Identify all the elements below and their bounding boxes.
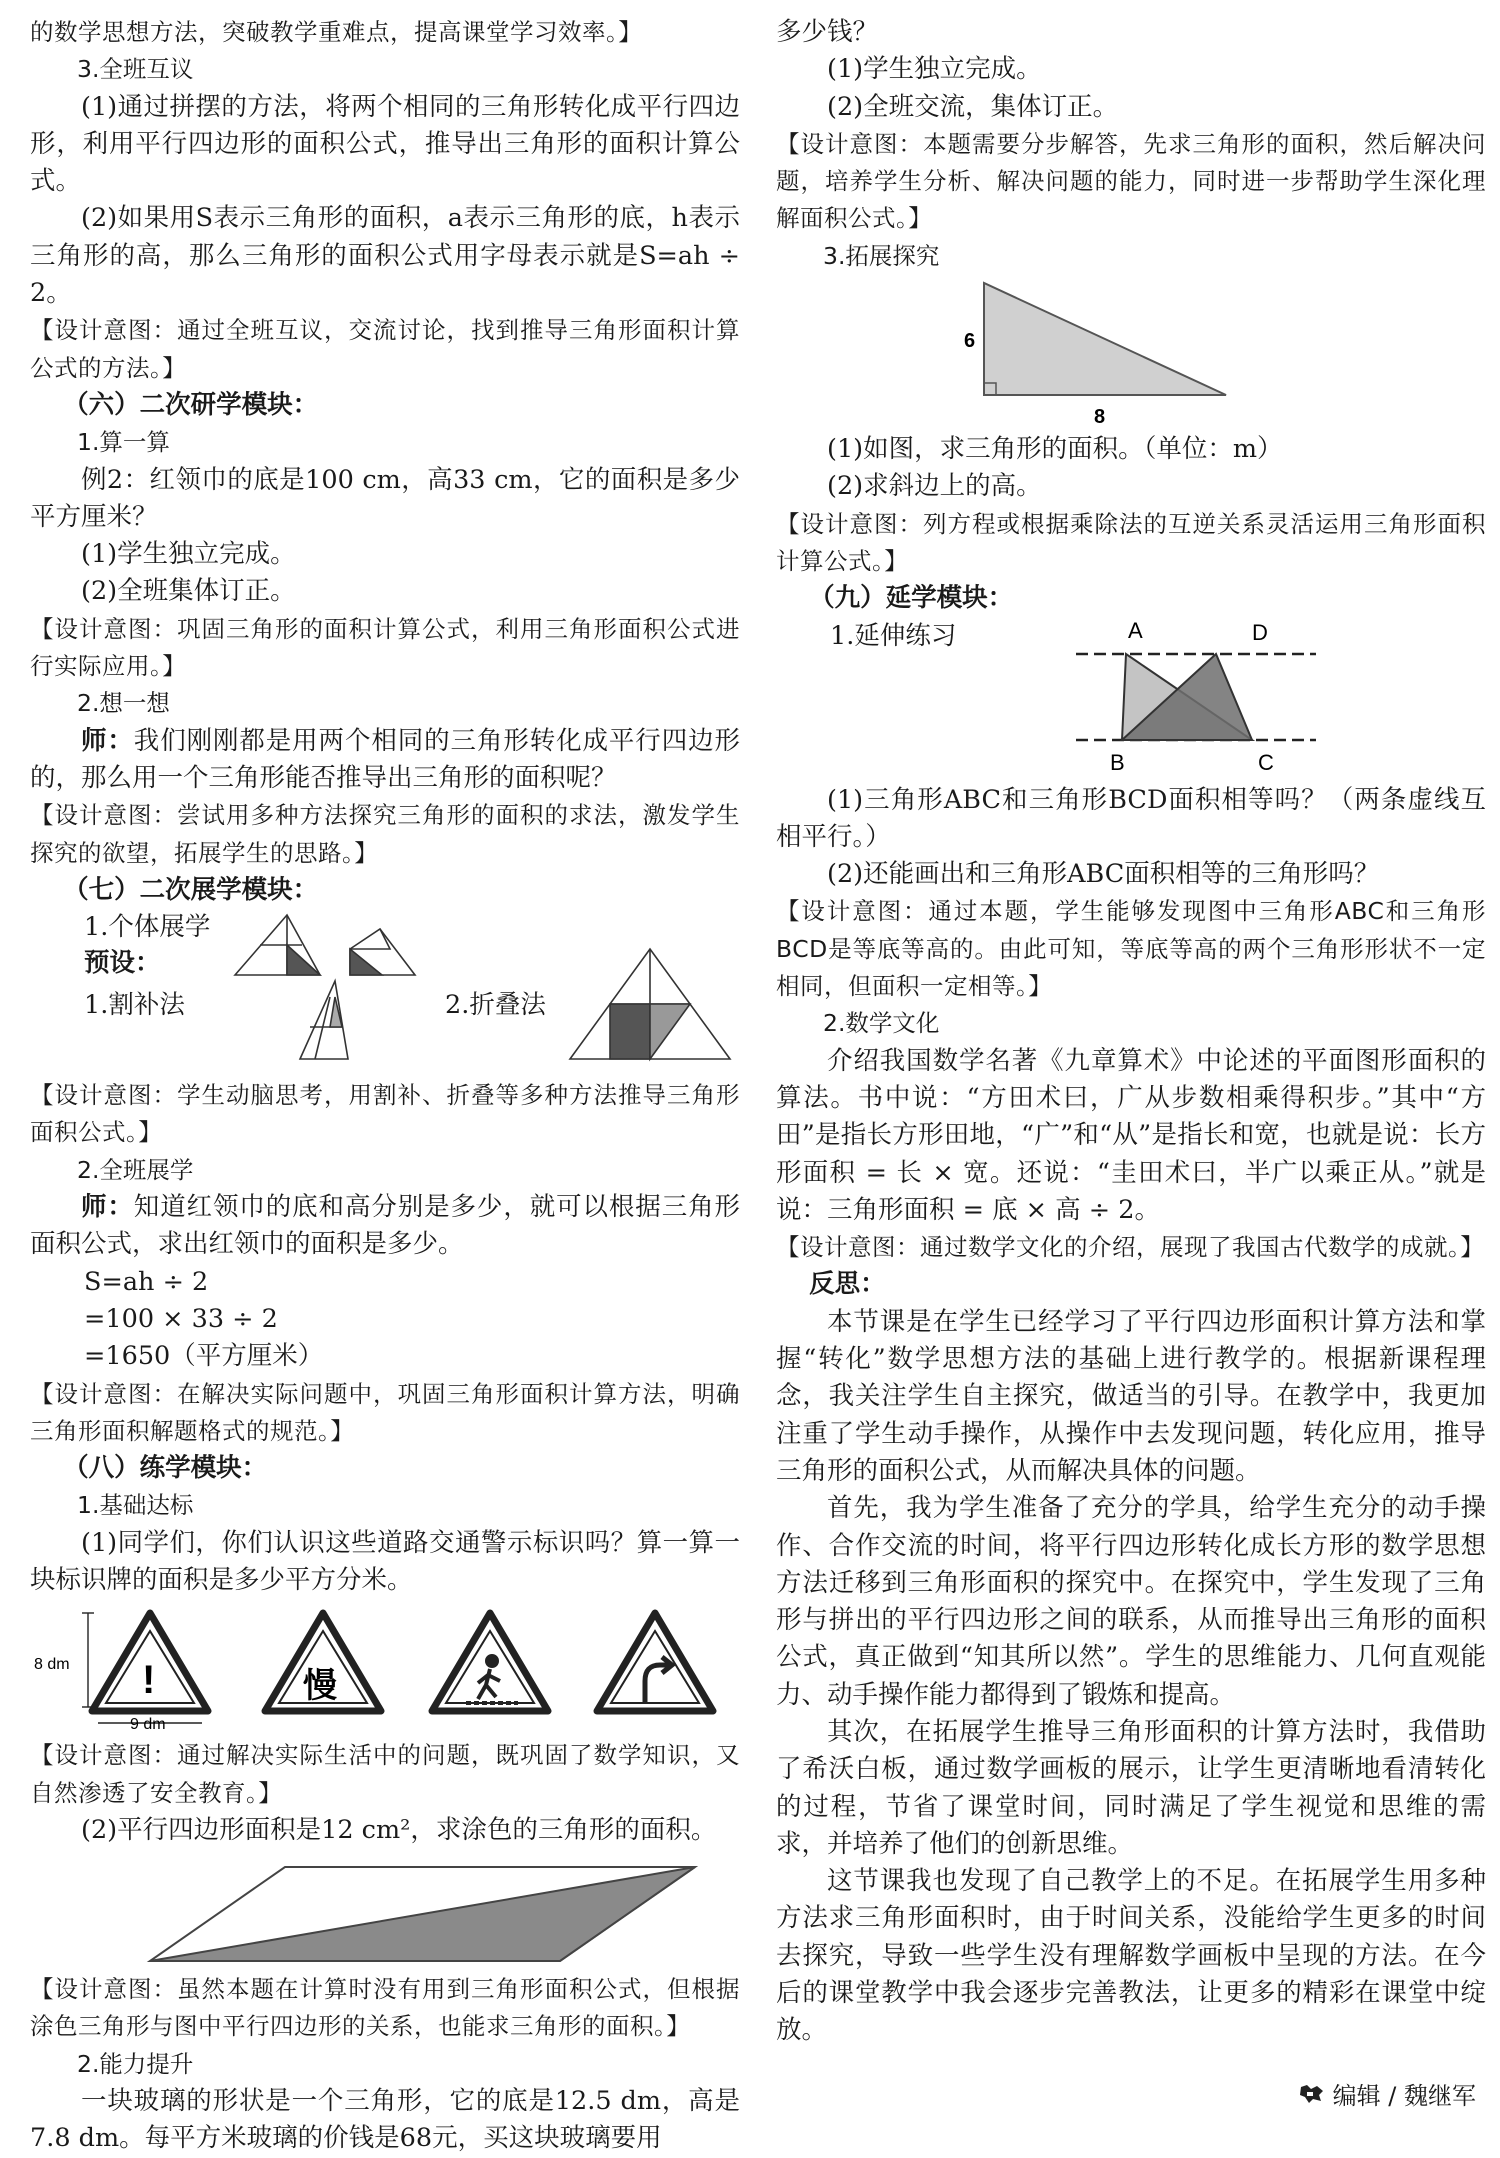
design-note: 【设计意图：通过本题，学生能够发现图中三角形ABC和三角形BCD是等底等高的。由此可知，等底等高的两个三角形形状不一定相同，但面积一定相等。】 <box>776 897 1486 1001</box>
paragraph: (1)学生独立完成。 <box>81 539 296 570</box>
label-B: B <box>1110 749 1125 775</box>
paragraph: (1)学生独立完成。 <box>827 54 1042 85</box>
design-note: 【设计意图：通过解决实际生活中的问题，既巩固了数学知识，又自然渗透了安全教育。】 <box>30 1741 740 1807</box>
fig-right-triangle <box>776 275 1486 431</box>
speaker-label: 师： <box>81 725 134 756</box>
paragraph: (2)平行四边形面积是12 cm²，求涂色的三角形的面积。 <box>81 1814 717 1845</box>
design-note: 【设计意图：尝试用多种方法探究三角形的面积的求法，激发学生探究的欲望，拓展学生的思路。】 <box>30 801 740 867</box>
editor-icon <box>1299 2083 1325 2105</box>
fig7-label3: 1.割补法 <box>84 990 185 1021</box>
abcd-svg <box>776 618 1486 782</box>
subheading: 1.算一算 <box>77 428 170 457</box>
paragraph: 这节课我也发现了自己教学上的不足。在拓展学生用多种方法求三角形面积时，由于时间关系，没能给学生更多的时间去探究，导致一些学生没有理解数学画板中呈现的方法。在今后的课堂教学中我会逐步完善教法，让更多的精彩在课堂中绽放。 <box>776 1866 1486 2046</box>
equation: S=ah ÷ 2 <box>84 1266 209 1297</box>
traffic-signs-svg <box>30 1599 740 1737</box>
paragraph: (1)如图，求三角形的面积。（单位：m） <box>827 434 1283 465</box>
paragraph <box>30 723 740 798</box>
sign-width-label: 9 dm <box>130 1716 166 1734</box>
fig7-label2: 预设： <box>84 948 161 979</box>
paragraph: (2)如果用S表示三角形的面积，a表示三角形的底，h表示三角形的高，那么三角形的面积公式用字母表示就是S=ah ÷ 2。 <box>30 203 740 309</box>
paragraph: 多少钱？ <box>776 17 879 47</box>
design-note: 【设计意图：列方程或根据乘除法的互逆关系灵活运用三角形面积计算公式。】 <box>776 509 1486 575</box>
label-C: C <box>1258 749 1274 775</box>
fig-traffic-signs <box>30 1599 740 1737</box>
equation: =100 × 33 ÷ 2 <box>84 1303 278 1334</box>
design-note: 【设计意图：本题需要分步解答，先求三角形的面积，然后解决问题，培养学生分析、解决问题的能力，同时进一步帮助学生深化理解面积公式。】 <box>776 129 1486 233</box>
section-heading: （六）二次研学模块： <box>63 389 319 420</box>
abcd-label: 1.延伸练习 <box>830 620 957 651</box>
section-heading: （七）二次展学模块： <box>63 874 319 905</box>
paragraph: 其次，在拓展学生推导三角形面积的计算方法时，我借助了希沃白板，通过数学画板的展示，让学生更清晰地看清转化的过程，节省了课堂时间，同时满足了学生视觉和思维的需求，并培养了他们的创新思维。 <box>776 1716 1486 1859</box>
design-note: 【设计意图：巩固三角形的面积计算公式，利用三角形面积公式进行实际应用。】 <box>30 614 740 681</box>
subheading: 1.基础达标 <box>77 1491 194 1520</box>
paragraph <box>30 1189 740 1264</box>
section-heading: （九）延学模块： <box>809 583 1014 614</box>
subheading: 3.全班互议 <box>77 55 194 84</box>
subheading: 2.能力提升 <box>77 2049 194 2078</box>
speaker-label: 师： <box>81 1192 134 1223</box>
design-note: 【设计意图：通过全班互议，交流讨论，找到推导三角形面积计算公式的方法。】 <box>30 316 740 382</box>
paragraph: 例2：红领巾的底是100 cm，高33 cm，它的面积是多少平方厘米？ <box>30 464 740 532</box>
editor-name: 编辑 / 魏继军 <box>1332 2082 1476 2110</box>
section-heading: （八）练学模块： <box>63 1453 268 1484</box>
paragraph: 首先，我为学生准备了充分的学具，给学生充分的动手操作、合作交流的时间，将平行四边形转化成长方形的数学思想方法迁移到三角形面积的探究中。在探究中，学生发现了三角形与拼出的平行四边形之间的联系，从而推导出三角形的面积公式，真正做到“知其所以然”。学生的思维能力、几何直观能力、动手操作能力都得到了锻炼和提高。 <box>776 1493 1486 1710</box>
right-column <box>776 14 1486 2050</box>
height-label: 6 <box>964 330 976 353</box>
fig-parallelogram <box>30 1849 740 1971</box>
paragraph: (2)全班交流，集体订正。 <box>827 91 1119 122</box>
paragraph-text: 知道红领巾的底和高分别是多少，就可以根据三角形面积公式，求出红领巾的面积是多少。 <box>30 1192 740 1260</box>
paragraph: 本节课是在学生已经学习了平行四边形面积计算方法和掌握“转化”数学思想方法的基础上进行教学的。根据新课程理念，我关注学生自主探究，做适当的引导。在教学中，我更加注重了学生动手操作，从操作中去发现问题，转化应用，推导三角形的面积公式，从而解决具体的问题。 <box>776 1306 1486 1486</box>
paragraph: (2)全班集体订正。 <box>81 576 296 607</box>
label-D: D <box>1252 619 1268 645</box>
subheading: 3.拓展探究 <box>823 241 940 270</box>
base-label: 8 <box>1094 406 1106 429</box>
equation: =1650（平方厘米） <box>84 1341 324 1372</box>
label-A: A <box>1128 617 1143 643</box>
subheading: 2.想一想 <box>77 689 170 718</box>
traffic-sign-4 <box>597 1613 713 1711</box>
fig-triangle-methods <box>30 909 740 1077</box>
sign-height-label: 8 dm <box>34 1656 70 1674</box>
design-note: 【设计意图：学生动脑思考，用割补、折叠等多种方法推导三角形面积公式。】 <box>30 1081 740 1147</box>
slow-sign-char: 慢 <box>303 1667 337 1706</box>
paragraph: (1)三角形ABC和三角形BCD面积相等吗？（两条虚线互相平行。） <box>776 784 1486 852</box>
fig-abcd-triangles <box>776 618 1486 782</box>
editor-credit <box>1299 2076 1476 2111</box>
parallelogram-svg <box>30 1849 740 1971</box>
subheading: 2.全班展学 <box>77 1155 194 1184</box>
design-note: 【设计意图：通过数学文化的介绍，展现了我国古代数学的成就。】 <box>776 1233 1485 1262</box>
paragraph-text: 我们刚刚都是用两个相同的三角形转化成平行四边形的，那么用一个三角形能否推导出三角形的面积呢？ <box>30 725 740 793</box>
left-column <box>30 14 740 2158</box>
warning-mark: ! <box>142 1658 156 1703</box>
paragraph: (2)还能画出和三角形ABC面积相等的三角形吗？ <box>827 859 1380 890</box>
paragraph: 介绍我国数学名著《九章算术》中论述的平面图形面积的算法。书中说：“方田术曰，广从步数相乘得积步。”其中“方田”是指长方形田地，“广”和“从”是指长和宽，也就是说：长方形面积 = 长 × 宽。还说：“圭田术曰，半广以乘正从。”就是说：三角形面积 = 底 × 高 ÷ 2。 <box>776 1045 1486 1225</box>
paragraph: (1)同学们，你们认识这些道路交通警示标识吗？算一算一块标识牌的面积是多少平方分米。 <box>30 1527 740 1595</box>
paragraph: (1)通过拼摆的方法，将两个相同的三角形转化成平行四边形，利用平行四边形的面积公式，推导出三角形的面积计算公式。 <box>30 91 740 197</box>
design-note: 【设计意图：虽然本题在计算时没有用到三角形面积公式，但根据涂色三角形与图中平行四边形的关系，也能求三角形的面积。】 <box>30 1975 740 2041</box>
paragraph: 一块玻璃的形状是一个三角形，它的底是12.5 dm，高是7.8 dm。每平方米玻璃的价钱是68元，买这块玻璃要用 <box>30 2086 740 2154</box>
paragraph: (2)求斜边上的高。 <box>827 471 1042 502</box>
section-heading: 反思： <box>809 1269 886 1300</box>
subheading: 2.数学文化 <box>823 1009 940 1038</box>
fig7-label4: 2.折叠法 <box>445 990 546 1021</box>
design-note: 的数学思想方法，突破教学重难点，提高课堂学习效率。】 <box>30 18 643 46</box>
right-triangle-svg <box>776 275 1486 431</box>
design-note: 【设计意图：在解决实际问题中，巩固三角形面积计算方法，明确三角形面积解题格式的规范。】 <box>30 1379 740 1445</box>
fig7-label1: 1.个体展学 <box>84 912 211 943</box>
fig7-diagrams <box>30 909 740 1077</box>
